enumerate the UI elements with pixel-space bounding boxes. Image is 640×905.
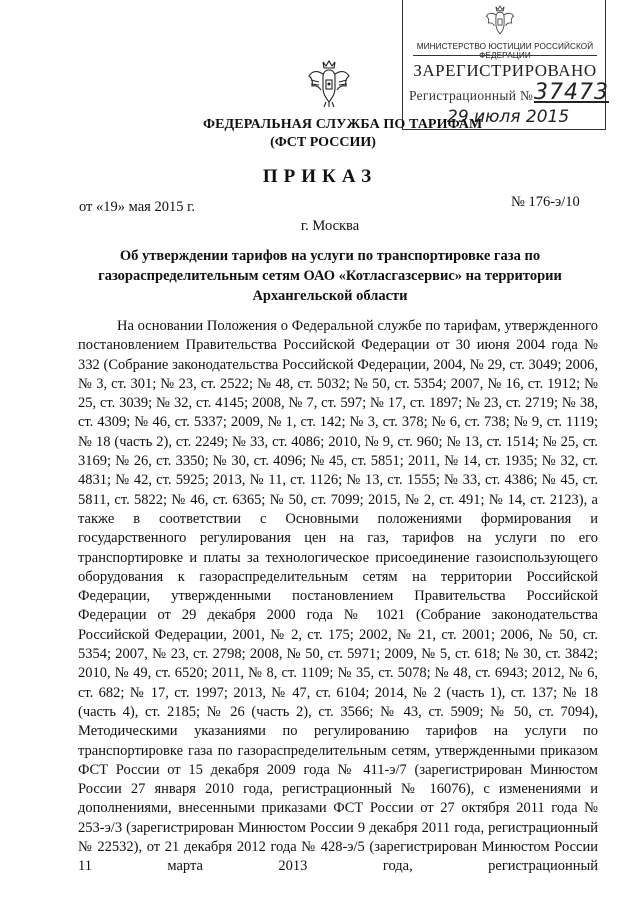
coat-of-arms-icon bbox=[307, 58, 351, 108]
body-paragraph: На основании Положения о Федеральной службе по тарифам, утвержденного постановлением Правительства Российской Федерации от 30 июня 2004 года № 332 (Собрание законодательства Российской Федерации, 2004, № 29, ст. 3049; 2006, № 3, ст. 301; № 23, ст. 2522; № 48, ст. 5032; № 50, ст. 5354; 2007, № 16, ст. 1912; № 25, ст. 3039; № 32, ст. 4145; 2008, № 7, ст. 597; № 17, ст. 1897; № 23, ст. 2719; № 38, ст. 4309; № 46, ст. 5337; 2009, № 1, ст. 142; № 3, ст. 378; № 6, ст. 738; № 9, ст. 1119; № 18 (часть 2), ст. 2249; № 33, ст. 4086; 2010, № 9, ст. 960; № 13, ст. 1514; № 25, ст. 3169; № 26, ст. 3350; № 30, ст. 4096; № 45, ст. 5851; 2011, № 14, ст. 1935; № 32, ст. 4831; № 42, ст. 5925; 2013, № 11, ст. 1126; № 13, ст. 1555; № 33, ст. 4386; № 45, ст. 5811, ст. 5822; № 46, ст. 6365; № 50, ст. 7099; 2015, № 2, ст. 491; № 14, ст. 2123), а также в соответствии с Основными положениями формирования и государственного регулирования цен на газ, тарифов на услуги по его транспортировке и платы за технологическое присоединение газоиспользующего оборудования к газораспределительным сетям на территории Российской Федерации, утвержденными постановлением Правительства Российской Федерации от 29 декабря 2000 года № 1021 (Собрание законодательства Российской Федерации, 2001, № 2, ст. 175; 2002, № 21, ст. 2001; 2006, № 50, ст. 5354; 2007, № 23, ст. 2798; 2008, № 50, ст. 5971; 2009, № 5, ст. 618; № 30, ст. 3842; 2010, № 49, ст. 6520; 2011, № 8, ст. 1109; № 35, ст. 5078; № 48, ст. 6943; 2012, № 6, ст. 682; № 17, ст. 1997; 2013, № 47, ст. 6104; 2014, № 2 (часть 1), ст. 137; № 18 (часть 4), ст. 2185; № 26 (часть 2), ст. 3566; № 43, ст. 5909; № 50, ст. 7094), Методическими указаниями по регулированию тарифов на услуги по транспортировке газа по газораспределительным сетям, утвержденными приказом ФСТ России от 15 декабря 2009 года № 411-э/7 (зарегистрирован Минюстом России 27 января 2010 года, регистрационный № 16076), с изменениями и дополнениями, внесенными приказами ФСТ России от 27 октября 2011 года № 253-э/3 (зарегистрирован Минюстом России 9 декабря 2011 года, регистрационный № 22532), от 21 декабря 2012 года № 428-э/5 (зарегистрирован Минюстом России 11 марта 2013 года, регистрационный bbox=[78, 318, 598, 875]
stamp-status: ЗАРЕГИСТРИРОВАНО bbox=[413, 61, 597, 80]
order-date: от «19» мая 2015 г. bbox=[79, 199, 196, 215]
stamp-date: 29 июля 2015 bbox=[447, 107, 570, 127]
stamp-divider bbox=[413, 55, 597, 56]
order-title: ПРИКАЗ bbox=[262, 166, 378, 187]
order-number: № 176-э/10 bbox=[511, 194, 580, 210]
order-subject bbox=[70, 246, 590, 306]
stamp-coat-of-arms-icon bbox=[485, 4, 515, 38]
agency-name: ФЕДЕРАЛЬНАЯ СЛУЖБА ПО ТАРИФАМ bbox=[203, 117, 483, 132]
agency-short-name: (ФСТ РОССИИ) bbox=[270, 135, 376, 150]
order-city: г. Москва bbox=[300, 218, 360, 234]
stamp-ministry-name: МИНИСТЕРСТВО ЮСТИЦИИ РОССИЙСКОЙ bbox=[416, 42, 594, 51]
subject-line-2: газораспределительным сетям ОАО «Котласгазсервис» на территории bbox=[98, 268, 562, 284]
stamp-reg-label: Регистрационный № bbox=[409, 88, 534, 103]
subject-line-3: Архангельской области bbox=[252, 288, 408, 304]
stamp-reg-number: 37473 bbox=[534, 80, 609, 105]
subject-line-1: Об утверждении тарифов на услуги по транспортировке газа по bbox=[119, 248, 541, 264]
